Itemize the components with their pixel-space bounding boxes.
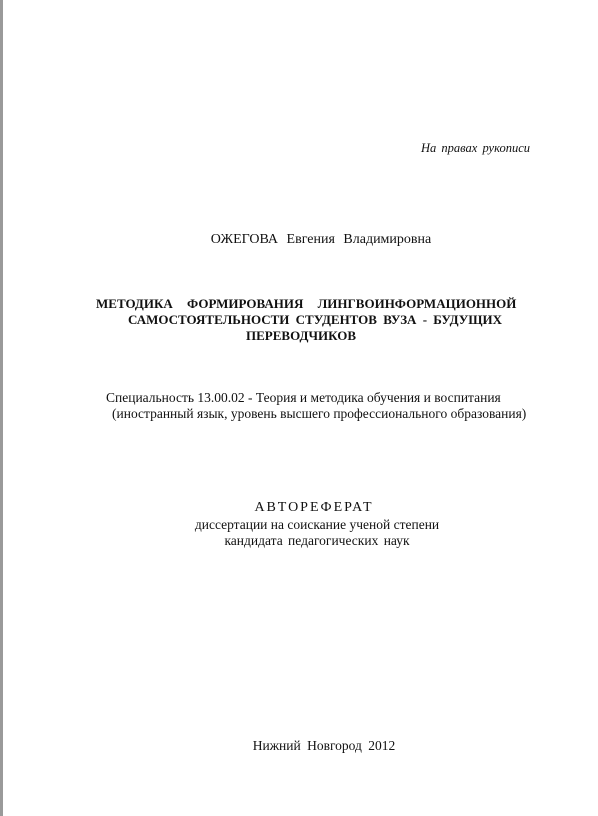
title-line-3: ПЕРЕВОДЧИКОВ [246, 328, 357, 343]
description-line-1: диссертации на соискание ученой степени [194, 517, 440, 532]
page-edge [0, 0, 3, 816]
manuscript-note: На правах рукописи [421, 141, 530, 155]
description-line-2: кандидата педагогических наук [224, 533, 410, 548]
title-line-2: САМОСТОЯТЕЛЬНОСТИ СТУДЕНТОВ ВУЗА - БУДУЩИХ [128, 312, 503, 327]
document-type: АВТОРЕФЕРАТ [254, 500, 374, 515]
specialty-line-2: (иностранный язык, уровень высшего профессионального образования) [112, 406, 527, 421]
place-and-year: Нижний Новгород 2012 [252, 738, 396, 753]
specialty-line-1: Специальность 13.00.02 - Теория и методика обучения и воспитания [106, 390, 501, 405]
author-name: ОЖЕГОВА Евгения Владимировна [210, 232, 432, 247]
title-line-1: МЕТОДИКА ФОРМИРОВАНИЯ ЛИНГВОИНФОРМАЦИОННОЙ [96, 296, 517, 311]
